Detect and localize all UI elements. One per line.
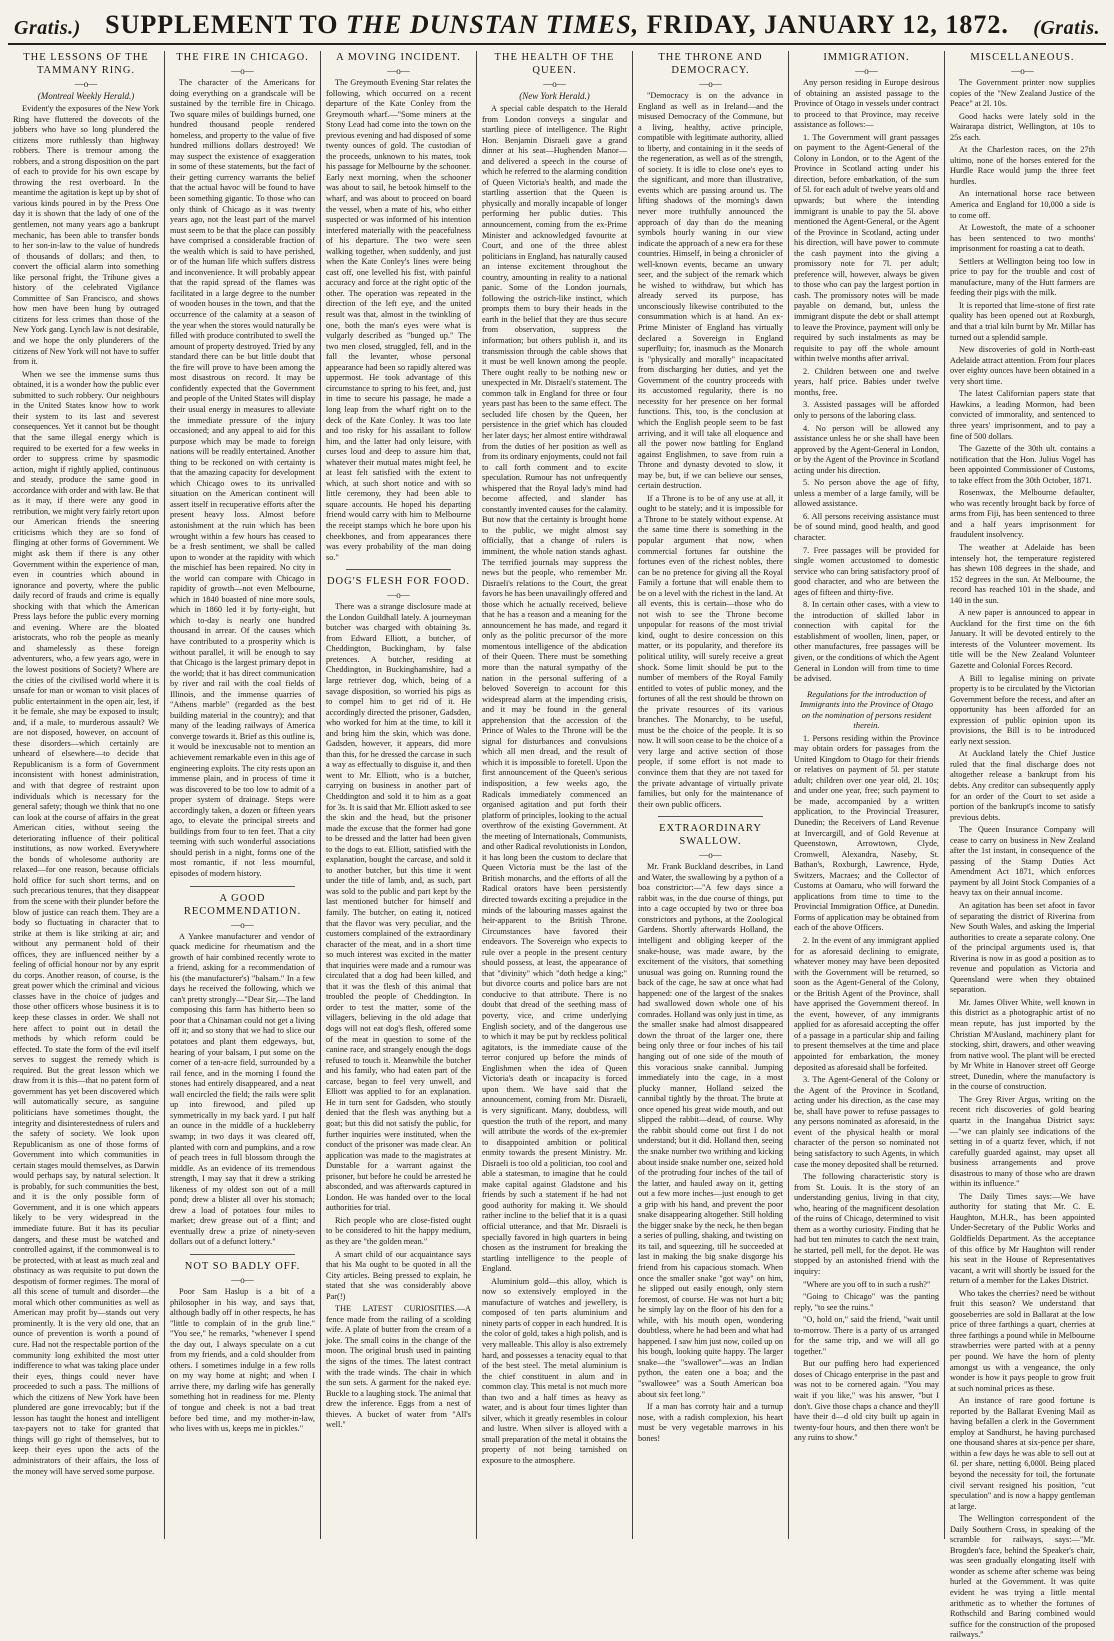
article-paragraph: At Auckland lately the Chief Justice ruled that the final discharge does not altogether release a bankrupt from his debts. Any creditor can subsequently apply for an order of the Court to set aside a portion of the bankrupt's income to satisfy previous debts. (950, 749, 1095, 822)
article-paragraph: It is reported that lime-stone of first rate quality has been opened out at Roxburgh, and that a trial kiln burnt by Mr. Millar has turned out a splendid sample. (950, 300, 1095, 342)
article-title: A GOOD RECOMMENDATION. (183, 892, 302, 917)
article-title: A MOVING INCIDENT. (336, 52, 461, 63)
article-byline: (New York Herald.) (519, 91, 590, 101)
article-title: IMMIGRATION. (823, 52, 910, 63)
article-paragraph: The Gazette of the 30th ult. contains a notification that the Hon. Julius Vogel has been appointed Commissioner of Customs, to take effect from the 30th October, 1871. (950, 444, 1095, 485)
title-ornament: —o— (231, 919, 254, 930)
article-paragraph: 1. Persons residing within the Province may obtain orders for passages from the United Kingdom to Otago for their friends or relatives on payment of 5l. per statute adult; children over one year old, 2l. 10s; and under one year, free; such payment to be made, accompanied by a written application, to the Provincial Treasurer, Dunedin; the Receivers of Land Revenue at Invercargill, and of Gold Revenue at Queenstown, Arrowtown, Clyde, Cromwell, Alexandra, Naseby, St. Bathan's, Roxburgh, Lawrence, Hyde, Switzers, Macraes; and the Collector of Customs at Oamaru, who will forward the applications from time to time to the Provincial Immigration Office, at Dunedin. Forms of application may be obtained from each of the above Officers. (794, 733, 939, 933)
article-paragraph: At the Charleston races, on the 27th ultimo, none of the horses entered for the Hurdle Race would jump the three feet hurdles. (950, 145, 1095, 186)
article-paragraph: "O, hold on," said the friend, "wait until to-morrow. There is a party of us arranged for the same trip, and we will all go together." (794, 1315, 939, 1356)
masthead-date: FRIDAY, JANUARY 12, 1872. (646, 10, 1009, 39)
masthead-title (105, 10, 1009, 40)
article-paragraph: Poor Sam Haslup is a bit of a philosopher in his way, and says that, although badly off in other respects, he has "little to complain of in the grub line." "You see," he remarks, "whenever I spend the day out, I always speculate on a cut from my friends, and a cold shoulder from others. I sometimes indulge in a few rolls on my way home at night; and when I arrive there, my darling wife has generally something hot in readiness for me. Plenty of tongue and cheek is not a bad treat before bed time, and my mother-in-law, who lives with us, keeps me in pickles." (170, 1286, 315, 1434)
title-ornament: —o— (231, 1274, 254, 1285)
column-7 (944, 51, 1100, 1640)
article-paragraph: The Greymouth Evening Star relates the following, which occurred on a recent departure of the Kate Conley from the Greymouth wharf.—"Some miners at the Stony Lead had come into the town on the previous evening and had disposed of some twenty ounces of gold. The custodian of the proceeds, unknown to his mates, took his passage for Melbourne by the schooner. Early next morning, when the schooner was about to sail, he betook himself to the wharf, and was about to proceed on board the vessel, when a mate of his, who either suspected or was informed of his intention interfered materially with the peacefulness of his departure. The two were seen walking together, when suddenly, and just when the Kate Conley's lines were being cast off, one levelled his fist, with painful accuracy and force at the right optic of the other. The operation was repeated in the direction of the left eye, and the united result was that, almost in the twinkling of one, both the man's eyes were what is vulgarly described as "bunged up." The two men closed, struggled, fell, and in the fall the levanter, whose personal appearance had been so rapidly altered was uppermost. He took advantage of this circumstance to spring to his feet, and, just in time to secure his passage, he made a long leap from the wharf right on to the deck of the Kate Conley. It was too late and too risky for his assailant to follow him, and the latter had only leisure, with curses loud and deep to assure him that, whatever their mutual mates might feel, he at least felt satisfied with the extent to which, at such short notice and with so little ceremony, they had been able to square accounts. He hoped his departing friend would carry with him to Melbourne the receipt stamps which he bore upon his cheekbones, and from appearances there was every probability of the man doing so." (326, 78, 471, 562)
masthead-left-label: Gratis.) (14, 17, 81, 39)
article-paragraph: The character of the Americans for doing everything on a grandscale will be sustained by the terrible fire in Chicago. Two square miles of buildings burned, one hundred thousand people rendered homeless, and property to the value of five hundred millions dollars destroyed! We may suspect the existence of exaggeration in some of these statements, but the fact of their getting currency warrants the belief that the actual havoc will be found to have been something gigantic. To those who can only think of Chicago as it was twenty years ago, not the least part of the marvel must seem to be that the place can possibly have comprised a considerable fraction of the wealth which is said to have perished, or of the human life which suffers distress and inconvenience. It will probably appear that the rapid spread of the flames was facilitated in a large degree to the number of wooden houses in the town, and that the occurrence of the calamity at a season of the year when the stores would naturally be filled with produce contributed to swell the amount of property destroyed. Tried by any standard there can be but little doubt that the fire will prove to have been among the most disastrous on record. It may be confidently expected that the Government and people of the United States will display their usual energy in measures to alleviate the immediate pressure of the injury occasioned; and any appeal to aid for this purpose which may be made to foreign nations will be readily entertained. Another thing to be reckoned on with certainty is that the amazing capacity for development which Chicago owes to its unrivalled situation on the American continent will assert itself in recuperative efforts after the present heavy loss. Almost before astonishment at the ruin which has been wrought within a few hours has ceased to be a fresh sentiment, we shall be called upon to wonder at the rapidity with which the mischief has been repaired. No city in the world can compare with Chicago in rapidity of growth—not even Melbourne, which in 1840 boasted of nine more souls, which in 1860 led it by forty-eight, but which to-day is nearly one hundred thousand in arrear. Of the causes which have contributed to a prosperity which is without parallel, it will be enough to say that Chicago is the largest primary depot in the world; that it has direct communication by river and rail with the coal fields of Illinois, and the immense quarries of "Athens marble" (regarded as the best building material in the country); and that many of the leading railways of America converge towards it. Brief as this outline is, it would be inexcusable not to mention an achievement remarkable even in this age of engineering exploits. The city rests upon an immense plain, and in process of time it was discovered to be too low to admit of a proper system of drainage. Steps were accordingly taken, a dozen or fifteen years ago, to elevate the principal streets and buildings from four to ten feet. That a city teeming with such wonderful associations should perish in a night, forms one of the most romantic, if not less mournful, episodes of modern history. (170, 78, 315, 879)
article-divider (190, 886, 295, 887)
article-paragraph: 3. The Agent-General of the Colony or the Agent of the Province in Scotland, acting under his direction, as the case may be, shall have power to refuse passages to any persons nominated as aforesaid, in the event of the physical health or moral character of the person so nominated not being satisfactory to such Agents, in which case the money deposited shall be returned. (794, 1075, 939, 1169)
article-paragraph: An agitation has been set afoot in favor of separating the district of Riverina from New South Wales, and asking the Imperial authorities to create a separate colony. One of the principal arguments used is, that Riverina is now in as good a position as to revenue and population as Victoria and Queensland were when they obtained separation. (950, 901, 1095, 995)
article-byline: (Montreal Weekly Herald.) (37, 91, 135, 101)
article-paragraph: The weather at Adelaide has been intensely hot, the temperature registered has shewn 108 degrees in the shade, and 152 degrees in the sun. At Melbourne, the record has reached 101 in the shade, and 140 in the sun. (950, 542, 1095, 605)
article-title: NOT SO BADLY OFF. (184, 1260, 301, 1272)
article-paragraph: Rosenwax, the Melbourne defaulter, who was recently brought back by force of arms from Fiji, has been sentenced to three and a half years imprisonment for fraudulent insolvency. (950, 488, 1095, 540)
article-paragraph: A Yankee manufacturer and vendor of quack medicine for rheumatism and the growth of hair combined recently wrote to a friend, asking for a recommendation of his (the manufacturer's) "balsam." In a few days he received the following, which we can't pretty strongly—"Dear Sir,—The land composing this farm has hitherto been so poor that a Chinaman could not get a living off it; and so stony that we had to slice our potatoes and plant them edgeways, but, hearing of your balsam, I put some on the corner of a ten-acre field, surrounded by a rail fence, and in the morning I found the stones had entirely disappeared, and a neat wall encircled the field; the rails were split up into firewood, and piled up symmetrically in my back yard. I put half an ounce in the middle of a huckleberry swamp; in two days it was cleared off, planted with corn and pumpkins, and a row of peach trees in full blossom through the middle. As an evidence of its tremendous strength, I may say that it drew a striking likeness of my oldest son out of a mill pond; drew a blister all over his stomach; drew a load of potatoes four miles to market; drew grease out of a flint; and eventually drew a prize of ninety-seven dollars out of a defunct lottery." (170, 931, 315, 1247)
article-paragraph: The Daily Times says:—We have authority for stating that Mr. C. E. Haughton, M.H.R., has been appointed Under-Secretary of the Public Works and Goldfields Department. As the acceptance of this office by Mr Haughton will render his seat in the House of Representatives vacant, a writ will shortly be issued for the return of a member for the Lakes District. (950, 1191, 1095, 1286)
article-paragraph: Aluminium gold—this alloy, which is now so extensively employed in the manufacture of watches and jewellery, is composed of ten parts aluminium and ninety parts of copper in each hundred. It is the color of gold, takes a high polish, and is very malleable. This alloy is also extremely hard, and possesses a tenacity equal to that of the best steel. The metal aluminium is the chief constituent in alum and in common clay. This metal is not much more than two and a half times as heavy as water, and is about four times lighter than silver, which it greatly resembles in colour and lustre. When silver is alloyed with a small preparation of the metal it obtains the property of not being tarnished on exposure to the atmosphere. (482, 1276, 627, 1465)
article-title: EXTRAORDINARY SWALLOW. (659, 823, 762, 848)
article-paragraph: 8. In certain other cases, with a view to the introduction of skilled labor in connection with capital for the establishment of woollen, linen, paper, or other manufactures, free passages will be given, or the conditions of which the Agent General in London will from time to time be advised. (794, 600, 939, 684)
article-paragraph: Settlers at Wellington being too low in price to pay for the trouble and cost of manufacture, many of the Hutt farmers are feeding their pigs with the milk. (950, 256, 1095, 298)
article-title: THE FIRE IN CHICAGO. (176, 52, 309, 63)
article-paragraph: 7. Free passages will be provided for single women accustomed to domestic service who can bring satisfactory proof of good character, and who are between the ages of fifteen and thirty-five. (794, 545, 939, 597)
article-paragraph: 6. All persons receiving assistance must be of sound mind, good health, and good character. (794, 511, 939, 542)
masthead (8, 6, 1106, 45)
article-paragraph: Any person residing in Europe desirous of obtaining an assisted passage to the Province of Otago in vessels under contract to proceed to that Province, may receive assistance as follows:— (794, 78, 939, 130)
article-paragraph: 5. No person above the age of fifty, unless a member of a large family, will be allowed assistance. (794, 478, 939, 509)
article-paragraph: If a man has corroty hair and a turnup nose, with a radish complexion, his heart must be very vegetable marrows in his bones! (638, 1402, 783, 1443)
article-paragraph: A new paper is announced to appear in Auckland for the first time on the 6th January. It will be devoted entirely to the interests of the Volunteer movement. Its title will be the New Zealand Volunteer Gazette and Colonial Forces Record. (950, 608, 1095, 670)
column-6 (788, 51, 944, 1539)
article-title: THE LESSONS OF THE TAMMANY RING. (23, 52, 149, 76)
article-paragraph: 2. Children between one and twelve years, half price. Babies under twelve months, free. (794, 366, 939, 397)
columns (8, 51, 1106, 1640)
title-ornament: —o— (1011, 66, 1034, 76)
article-title: THE HEALTH OF THE QUEEN. (494, 52, 615, 76)
article-divider (190, 1254, 295, 1255)
title-ornament: —o— (699, 79, 722, 89)
article-paragraph: When we see the immense sums thus obtained, it is a wonder how the public ever submitted to such robbery. Our neighbours in the United States know how to work their system to its last and severest consequences. Yet it cannot but be thought that the same illegal energy which is required to be exerted for a few weeks in order to suppress crime by spasmodic action, might if rightly applied, continuous and steady, produce the same good in accordance with order and with law. Be that as it may, if there were any good in retribution, we might very fairly retort upon our American friends the sneering criticisms which they are so fond of flinging at other forms of Government. We might ask them if there is any other Government within the experience of man, even in countries which abound in ignorance and poverty, where the public daily record of frauds and crime is equally shocking with that which the American Press lays before the public every morning and evening. Where are the bloated aristocrats, who rob the people as meanly and shamelessly as these foreign adventurers, who, a few years ago, were in the lowest positions of Society? Where are the cities of the civilised world where it is unsafe for man or woman to visit places of public entertainment in the open air, lest, if it be female, she may be exposed to insult; and, if a male, to murderous assault? We are not disposed, however, on account of these disorders—which certainly are unheard of elsewhere—to decide that Republicanism is a form of Government inconsistent with honest administration, and with that degree of restraint upon individuals which is necessary for the general safety; though we think that no one can look at the course of affairs in the great American cities, without seeing the deteriorating influence of their political institutions, as now worked. Everywhere the bonds of wholesome authority are relaxed—for one reason, because officials hold office for such short terms, and on such precarious tenures, that they disappear from the scene with their plunder before the blow of justice can reach them. They are a body so fluctuating in character that to strike at them is like striking at air; and without any permanent hold of their offices, they are influenced neither by a feeling of official honour nor by any esprit du corps. Another reason, of course, is the great power which the criminal and vicious classes have in the choice of judges and those other officers whose business it is to keep these classes in order. We shall not here affect to point out in detail the methods by which reform could be effected. To state the form of the evil itself serves to suggest the remedy which is required. But the great lesson which we draw from it is this—that no patent form of government has yet been discovered which will automatically secure, as sanguine politicians have sometimes thought, the integrity and disinterestedness of rulers and the safety of society. We look upon Republicanism as one of those forms of Government into which communities in certain stages mould themselves, as Darwin would perhaps say, by natural selection. It is probably, for such communities the best, and it is the only possible form of Government, and it is one which appears likely to be very widespread in the immediate future. But it has its peculiar dangers, and these must be watched and controlled against, if the commonweal is to be protected, with at least as much zeal and obstinacy as was requisite to put down the despotism of former regimes. The moral of all this scene of tumult and disorder—the moral which other communities as well as American may profit by—stands out very prominently. It is the very old one, that an ounce of prevention is worth a pound of cure. Had not the respectable portion of the community long exhibited the most utter indifference to what was taking place under their eyes, things could never have proceeded to such a pass. The millions of which the citizens of New York have been plundered are gone irrevocably; but if the lesson has taught the honest and intelligent tax-payers not to take for granted that things will go right of themselves, but to keep their eyes upon the acts of the administrators of their affairs, the loss of the money will have served some purpose. (13, 369, 159, 1476)
article-paragraph: An instance of rare good fortune is reported by the Ballarat Evening Mail as having befallen a clerk in the Government employ at Sandhurst, he having purchased one thousand shares at six-pence per share, within a few days he was able to sell out at 6l. per share, netting 6,000l. Being placed beyond the necessity for toil, the fortunate civil servant resigned his position, "cut speculation" and is now a happy gentleman at large. (950, 1396, 1095, 1511)
article-paragraph: New discoveries of gold in North-east Adelaide attract attention. From four places over eighty ounces have been obtained in a very short time. (950, 345, 1095, 386)
article-paragraph: Who takes the cherries? need be without fruit this season? We understand that gooseberries are sold in Ballarat at the low price of three farthings a quart, cherries at three farthings a pound while in Melbourne strawberries were parted with at a penny per pound. We have the horn of plenty amongst us with a vengeance, the only wonder is how it pays people to grow fruit at such nominal prices as these. (950, 1288, 1095, 1393)
article-paragraph: At Lowestoft, the mate of a schooner has been sentenced to two months' imprisonment for roasting a cat to death. (950, 223, 1095, 254)
title-ornament: —o— (74, 79, 98, 89)
title-ornament: —o— (387, 590, 410, 601)
article-paragraph: "Going to Chicago" was the panting reply, "to see the ruins." (794, 1292, 939, 1312)
article-paragraph: The Government printer now supplies copies of the "New Zealand Justice of the Peace" at 2l. 10s. (950, 78, 1095, 109)
column-4 (476, 51, 632, 1539)
article-paragraph: There was a strange disclosure made at the London Guildhall lately. A journeyman butcher was charged with obtaining 3s. from Edward Elliott, a butcher, of Cheddington, Buckingham, by false pretences. A butcher, residing at Cheddington, in Buckinghamshire, had a large retriever dog, which, being of a savage disposition, so worried his pigs as to compel him to get rid of it. He accordingly directed the prisoner, Gadsden, who worked for him at the time, to kill it and bring him the skin, which was done. Gadsden, however, it appears, did more than this, for he dressed the carcase in such a way as effectually to disguise it, and then went to Mr. Elliott, who is a butcher, carrying on business in another part of Cheddington and sold it to him as a goat for 3s. It is said that Mr. Elliott asked to see the skin and the head, but the prisoner made the excuse that the former had gone to be dressed and the latter had been given to the dogs to eat. Elliott, satisfied with the explanation, bought the carcase, and sold it to another butcher, but this time it went under the title of lamb, and, as such, part was sold to the public and part kept by the last mentioned butcher for himself and family. The butcher, on eating it, noticed that the flavor was very peculiar, and the customers complained of the extraordinary character of the meat, and in a short time so much interest was excited in the matter that inquiries were made and a rumour was circulated that a dog had been killed, and that it was the flesh of this animal that troubled the people of Cheddington. In order to test the matter, some of the villagers, believing in the old adage that dogs will not eat dog's flesh, offered some of the meat in question to some of the canine race, and strangely enough the dogs refused to touch it. Meanwhile the butcher and his family, who had eaten part of the carcase, began to feel very unwell, and Elliott was applied to for an explanation. He in turn sent for Gadsden, who stoutly denied that the flesh was anything but a goat; but this did not satisfy the public, for further inquiries were instituted, when the conduct of the prisoner was made clear. An application was made to the magistrates at Dunstable for a warrant against the prisoner, but before he could be arrested he absconded, and was afterwards captured in London. He was handed over to the local authorities for trial. (326, 602, 471, 1213)
article-paragraph: Mr. Frank Buckland describes, in Land and Water, the swallowing by a python of a boa constrictor:—"A few days since a rabbit was, in the due course of things, put into a cage occupied by two or three boa constrictors and pythons, at the Zoological Gardens. Shortly afterwards Holland, the intelligent and obliging keeper of the snake-house, was made aware, by the excitement of the visitors, that something unusual was going on. Running round the back of the cage, he saw at once what had happened: one of the largest of the snakes had swallowed down whole one of his comrades. Holland was only just in time, as the smaller snake had almost disappeared down the throat of the larger one, there being only three or four inches of his tail hanging out of one side of the mouth of this voracious snake cannibal. Jumping immediately into the cage, in a most plucky manner, Holland seized the cannibal tightly by the throat. The brute at once opened his great wide mouth, and out slipped the rabbit—dead, of course. Why the rabbit should come out first I do not understand; but it did. Holland then, seeing the snake number two writhing and kicking about inside snake number one, seized hold of the protruding four inches of the tail of the latter, and hauled away on it, getting out a few more inches—just enough to get a grip with his hand, and prevent the poor snake disappearing altogether. Still holding the bigger snake by the neck, he then began a series of pulling, shaking, and twisting on its tail, and squeezing, till he succeeded at last in making the big snake disgorge his friend from his capacious stomach. When once the smaller snake "got way" on him, he slipped out easily enough, only stern foremost, of course. He was not hurt a bit; he simply lay on the floor of his den for a while, with his mouth open, wondering doubtless, where he had been and what had happened. I saw him just now, coiled up on his bough, looking quite happy. The larger snake—the "swallower"—was an Indian python, the eaten one a boa; and the "swallowee" was a South American boa about six feet long." (638, 862, 783, 1399)
article-paragraph: THE LATEST CURIOSITIES.—A fence made from the railing of a scolding wife. A plate of butter from the cream of a joke. The small coins in the change of the moon. The original brush used in painting the signs of the times. The latest contract with the trade winds. The chair in which the sun sets. A garment for the naked eye. Buckle to a laughing stock. The animal that drew the inference. Eggs from a nest of thieves. A bucket of water from "All's well." (326, 1304, 471, 1430)
article-paragraph: The latest Californian papers state that Hawkins, a leading Mormon, had been convicted of immorality, and sentenced to three years' imprisonment, and to pay a fine of 500 dollars. (950, 389, 1095, 441)
article-title: MISCELLANEOUS. (970, 52, 1075, 63)
article-subhead: Regulations for the introduction of Immigrants into the Province of Otago on the nomination of persons resident therein. (799, 688, 934, 731)
article-paragraph: An international horse race between America and England for 10,000 a side is to come off. (950, 189, 1095, 220)
article-paragraph: A smart child of our acquaintance says that his Ma ought to be quoted in all the City articles. Being pressed to explain, he stated that she was considerably above Par(!) (326, 1249, 471, 1301)
column-3 (320, 51, 476, 1539)
article-paragraph: 1. The Government will grant passages on payment to the Agent-General of the Colony in London, or to the Agent of the Province in Scotland acting under his direction, before embarkation, of the sum of 5l. for each adult of twelve years old and upwards; but where the intending immigrant is unable to pay the 5l. above mentioned the Agent-General, or the Agent of the Province in Scotland, acting under his direction, will have power to commute the cash payment into the giving a promissory note for 7l. per adult; preference will, however, always be given to those who can pay the largest portion in cash. The promissory notes will be made payable on demand, but, unless the immigrant dispute the debt or shall attempt to leave the Province, payment will only be required by such instalments as may be requisite to pay off the whole amount within twelve months after arrival. (794, 132, 939, 364)
article-title: DOG'S FLESH FOR FOOD. (326, 576, 471, 588)
article-paragraph: Mr. James Oliver White, well known in this district as a photographic artist of no mean repute, has just imported by the Christian M'Ausland, machinery plant for stocking, shirt, drawers, and other weaving from native wool. The plant will be erected by Mr White in Hanover street off George street, Dunedin, where the manufactory is in the course of construction. (950, 997, 1095, 1092)
article-paragraph: 4. No person will be allowed any assistance unless he or she shall have been approved by the Agent-General in London, or by the Agent of the Province in Scotland acting under his direction. (794, 423, 939, 475)
article-paragraph: The Wellington correspondent of the Daily Southern Cross, in speaking of the scramble for railways, says:—"Mr. Brogden's face, behind the Speaker's chair, was seen gradually elongating itself with wonder as scheme after scheme was being hurled at the Government. It was quite evident he was trying a little mental arithmetic as to whether the fortunes of Rothschild and Baring combined would suffice for the construction of the proposed railways." (950, 1514, 1095, 1640)
article-divider (346, 569, 451, 570)
article-paragraph: But our puffing hero had experienced doses of Chicago enterprise in the past and was not to be cornered again. "You may wait if you like," was his answer, "but I don't. Give those chaps a chance and they'll have their d—d old city built up again in twenty-four hours, and then there won't be any ruins to show." (794, 1359, 939, 1443)
article-paragraph: The Grey River Argus, writing on the recent rich discoveries of gold bearing quartz in the Inangahua District says:—"we can plainly see indications of the setting in of a quartz fever, which, if not carefully guarded against, may upset all business arrangements and prove disastrous to many of those who are drawn within its influence." (950, 1094, 1095, 1189)
title-ornament: —o— (543, 79, 566, 89)
article-paragraph: Evident'y the exposures of the New York Ring have fluttered the dovecots of the jobbers who have so long plundered the citizens more ruthlessly than highway robbers. There is tremour among the robbers, and a strong disposition on the part of each to provide for his own escape by throwing the rest overboard. In the meantime the agitation is kept up by shot of various kinds poured in by the Press One day it is shown that the lady of one of the gentlemen, not many years ago a bankrupt mechanic, has been able to transfer bonds to her son-in-law to the value of hundreds of thousands of dollars; and then, to convert the official alarm into something like personal fright, the Tribune gives a history of the celebrated Vigilance Committee of San Francisco, and shows how men have been hung by outraged citizens for less crimes than those of the New York gang. Lynch law is not desirable, and we hope the only plunderers of the citizens of New York will not have to suffer from it. (13, 104, 159, 367)
article-paragraph: A Bill to legalise mining on private property is to be circulated by the Victorian Government before the recess, and after an opportunity has been afforded for an expression of public opinion upon its provisions, the Bill is to be introduced early next session. (950, 673, 1095, 746)
column-2 (164, 51, 320, 1539)
column-1 (8, 51, 164, 1539)
article-paragraph: 2. In the event of any immigrant applied for as aforesaid declining to emigrate, whatever money may have been deposited with the Government will be returned, so soon as the Agent-General of the Colony, or the British Agent of the Province, shall have apprised the Government thereof. In the event, however, of any immigrants applied for as aforesaid accepting the offer of a passage in a particular ship and failing to present themselves at the time and place appointed for embarkation, the money deposited as aforesaid shall be forfeited. (794, 936, 939, 1072)
title-ornament: —o— (699, 850, 722, 861)
article-divider (658, 816, 763, 817)
article-paragraph: If a Throne is to be of any use at all, it ought to be stately; and it is impossible for a Throne to be stately without expense. At the same time there is something in the popular argument that now, when commercial fortunes far outshine the fortunes even of the richest nobles, there can be no pretence for giving all the Royal Family a fortune that will enable them to be on a level with the richest in the land. At all events, this is certain—those who do not wish to see the Throne become unpopular for reasons of the most trivial kind, ought to desire concession on this matter, or its popularity, and therefore its political utility, will surely receive a great shock. Some limit should be put to the number of members of the Royal Family entitled to votes of public money, and the fortunes of all the rest should be thrown on the private resources of its various branches. The Monarchy, to be useful, must be the choice of the people. It is so now. It will soon cease to be the choice of a very large and active section of those people, if some effort is not made to convince them that they are not taxed for the private advantage of virtually private families, but only for the maintenance of their own public officers. (638, 493, 783, 809)
article-paragraph: Rich people who are close-fisted ought to be considered to hit the happy medium, as they are "the golden mean." (326, 1215, 471, 1246)
article-paragraph: A special cable despatch to the Herald from London conveys a singular and startling piece of intelligence. The Right Hon. Benjamin Disraeli gave a grand dinner at his seat—Hughenden Manor—and delivered a speech in the course of which he referred to the alarming condition of Queen Victoria's health, and made the startling assertion that the Queen is physically and morally incapable of longer performing her public duties. This announcement, coming from the ex-Prime Minister and acknowledged favourite at Court, and one of the three ablest politicians in England, has naturally caused an intense excitement throughout the country, amounting in reality to a national panic. Some of the London journals, following the ostrich-like instinct, which prompts them to bury their heads in the earth in the belief that they are thus secure from observation, suppress the information; but others publish it, and its transmission through the cable shows that it must be well known among the people. There ought really to be nothing new or unexpected in Mr. Disraeli's statement. The common talk in England for three or four years past has been to the same effect. The secluded life chosen by the Queen, her persistence in the grief which has clouded her later days; her almost entire withdrawal from the duties of her position as well as from its ordinary enjoyments, could not fail to call forth comment and to excite speculation. Rumour has not unfrequently whispered that the Royal lady's mind had become affected, and slander has constantly invented causes for the calamity. But now that the certainty is brought home to the public, we might almost say officially, that a change of rulers is imminent, the whole nation stands aghast. The terrified journals may suppress the news but the people, who remember Mr. Disraeli's relations to the Court, the great favors he has been unavailingly offered and those which he actually received, believe that he has a reason and a meaning for the announcement he has made, and regard it only as the politic precursor of the more momentous intelligence of the abdication of their Queen. There must be something more than the natural sympathy of the nation in the personal suffering of a beloved Sovereign to account for this widespread alarm at the impending crisis, and it may be found in the general apprehension that the accession of the Prince of Wales to the Throne will be the signal for disturbances and convulsions which all men dread, and the result of which it is impossible to foretell. Upon the first announcement of the Queen's serious indisposition, a few weeks ago, the Radicals immediately commenced an organised agitation and put forth their platform of principles, looking to the actual overthrow of the existing Government. At the meeting of Internationals, Communists, and other Radical revolutionists in London, it has long been the custom to declare that Queen Victoria must be the last of the British monarchs, and the efforts of all the Radical orators have been persistently directed towards exciting a prejudice in the minds of the labouring masses against the heir-apparent to the British Throne. Circumstances have favored their endeavors. The Sovereign who expects to rule over a people in the present century should possess, at least, the appearance of that "divinity" which "doth hedge a king;" but divorce courts and police bars are not conducive to that attribute. There is no doubt that dread of the seething mass of poverty, vice, and crime underlying English society, and of the dangerous use to which it may be put by reckless political agitators, is the immediate cause of the terror conjured up before the minds of Englishmen when the idea of Queen Victoria's death or incapacity is forced upon them. We have said that the announcement, coming from Mr. Disraeli, is very significant. Many, doubtless, will question the truth of the report, and many will attribute the words of the ex-premier to disappointed ambition or political enmity towards the present Ministry. Mr. Disraeli is too old a politician, too cool and able a statesman, to imagine that he could make capital against Gladstone and his friends by such a statement if he had not good authority for making it. We should rather incline to the belief that it is a quasi official utterance, and that Mr. Disraeli is specially favored in high quarters in being chosen as the instrument for breaking the startling intelligence to the people of England. (482, 104, 627, 1274)
title-ornament: —o— (387, 66, 410, 76)
column-5 (632, 51, 788, 1539)
masthead-title-prefix: SUPPLEMENT TO (105, 10, 339, 39)
article-paragraph: "Where are you off to in such a rush?" (803, 1279, 931, 1289)
article-title: THE THRONE AND DEMOCRACY. (658, 52, 763, 76)
masthead-paper-name: THE DUNSTAN TIMES, (345, 10, 640, 39)
title-ornament: —o— (231, 66, 254, 76)
article-paragraph: The Queen Insurance Company will cease to carry on business in New Zealand after the 1st instant, in consequence of the passing of the Stamp Duties Act Amendment Act 1871, which enforces payment by all Joint Stock Companies of a heavy tax on their annual income. (950, 825, 1095, 898)
article-paragraph: "Democracy is on the advance in England as well as in Ireland—and the misused Democracy of the Commune, but a living, healthy, active principle, compatible with legitimate authority, allied to liberty, and containing in it the seeds of the regeneration, as well as of the strength, of society. It is idle to close one's eyes to the significant, and more than illustrative, events which are passing around us. The lifting shadows of the morning's dawn never more truthfully announced the approach of day than do the meaning symbols hourly waning in our view indicate the approach of a new era for these countries. Himself, in being a chronicler of well-known events, became an unwary seer, and the subject of the remark which he wished to withdraw, but which has already served its purpose, has unconsciously likewise contributed to the consummation which is at hand. An ex-Prime Minister of England has virtually declared a Sovereign in England superfluity; for, inasmuch as the Monarch is "physically and morally" incapacitated from discharging her duties, and yet the Government of the country proceeds with its accustomed regularity, there is no necessity for her presence on her formal functions. This, too, is the conclusion at which the English people seem to be fast arriving, and it will take all eloquence and all the power now battling for England against Englishmen, to save from ruin a Throne and dynasty devoted to slow, it may be, but, if we can believe our senses, certain destruction. (638, 91, 783, 491)
article-paragraph: Good hacks were lately sold in the Wairarapa district, Wellington, at 10s to 25s each. (950, 111, 1095, 142)
article-paragraph: 3. Assisted passages will be afforded only to persons of the laboring class. (794, 400, 939, 420)
masthead-right-label: (Gratis. (1033, 17, 1100, 39)
article-paragraph: The following characteristic story is from St. Louis. It is the story of an understanding genius, living in that city, who, hearing of the magnificent desolation of the ruins of Chicago, determined to visit them as a worthy curiosity. Finding that he had but ten minutes to catch the next train, he started, pell mell, for the depot. He was stopped by an astonished friend with the inquiry: (794, 1172, 939, 1276)
title-ornament: —o— (855, 66, 878, 76)
